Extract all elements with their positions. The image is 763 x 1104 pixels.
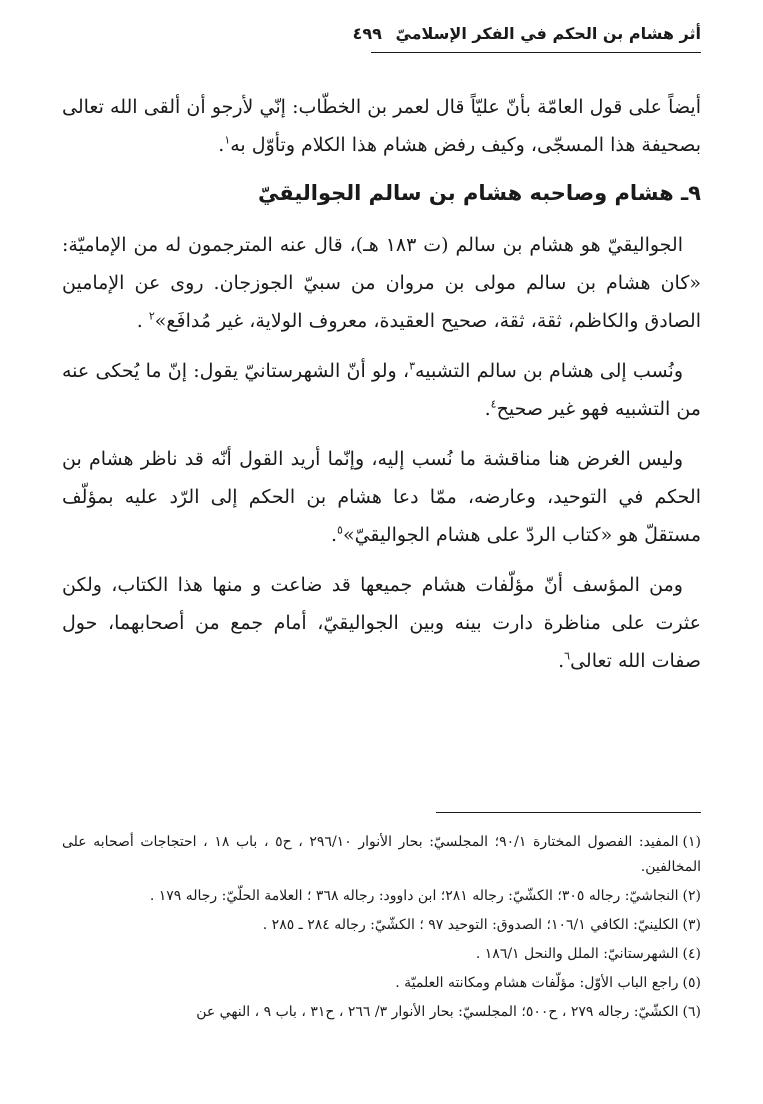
- footnote-number: (٢): [682, 888, 701, 904]
- header-title: أثر هشام بن الحكم في الفكر الإسلاميّ: [395, 24, 701, 43]
- footnote-ref-6: ٦: [564, 649, 571, 663]
- footnote-3: [62, 913, 701, 938]
- paragraph-3-text-b: ، ولو أنّ الشهرستانيّ يقول: إنّ ما يُحكى عنه من التشبيه فهو غير صحيح: [62, 360, 701, 420]
- header-rule: [371, 52, 701, 53]
- page-number: ٤٩٩: [352, 24, 382, 43]
- paragraph-4: وليس الغرض هنا مناقشة ما نُسب إليه، وإنّما أريد القول أنّه قد ناظر هشام بن الحكم في التوحيد، وعارضه، ممّا دعا هشام بن الحكم إلى الرّد عليه بمؤلّف مستقلّ هو «كتاب الردّ على هشام الجواليقيّ»$^٥$.: [62, 448, 701, 546]
- footnote-ref-1: ١: [224, 133, 231, 147]
- paragraph-2: الجواليقيّ هو هشام بن سالم (ت ١٨٣ هـ)، قال عنه المترجمون له من الإماميّة: «كان هشام بن سالم مولى بن مروان من سبيّ الجوزجان. روى عن الإمامين الصادق والكاظم، ثقة، ثقة، صحيح العقيدة، معروف الولاية، غير مُدافَع»$^٢$ .: [62, 234, 701, 332]
- footnote-text: الشهرستانيّ: الملل والنحل ١٨٦/١ .: [475, 946, 679, 962]
- footnote-text: الكشّيّ: رجاله ٢٧٩ ، ح٥٠٠؛ المجلسيّ: بحار الأنوار ٣/ ٢٦٦ ، ح٣١ ، باب ٩ ، النهي عن: [196, 1004, 679, 1020]
- paragraph-4-text: وليس الغرض هنا مناقشة ما نُسب إليه، وإنّما أريد القول أنّه قد ناظر هشام بن الحكم في التوحيد، وعارضه، ممّا دعا هشام بن الحكم إلى الرّد عليه بمؤلّف مستقلّ هو «كتاب الردّ على هشام الجواليقيّ»: [62, 448, 701, 546]
- paragraph-3: ونُسب إلى هشام بن سالم التشبيه$^٣$، ولو أنّ الشهرستانيّ يقول: إنّ ما يُحكى عنه من التشبيه فهو غير صحيح$^٤$.: [62, 359, 701, 420]
- footnote-text: راجع الباب الأوّل: مؤلّفات هشام ومكانته العلميّة .: [395, 975, 679, 991]
- footnote-number: (٤): [682, 946, 701, 962]
- footnote-number: (٥): [682, 975, 701, 991]
- footnote-6: [62, 1000, 701, 1025]
- paragraph-3-text-a: ونُسب إلى هشام بن سالم التشبيه: [415, 360, 683, 382]
- paragraph-2-text: الجواليقيّ هو هشام بن سالم (ت ١٨٣ هـ)، قال عنه المترجمون له من الإماميّة: «كان هشام بن سالم مولى بن مروان من سبيّ الجوزجان. روى عن الإمامين الصادق والكاظم، ثقة، ثقة، صحيح العقيدة، معروف الولاية، غير مُدافَع»: [62, 234, 701, 332]
- footnote-text: النجاشيّ: رجاله ٣٠٥؛ الكشّيّ: رجاله ٢٨١؛ ابن داوود: رجاله ٣٦٨ ؛ العلامة الحلّيّ: رجاله ١٧٩ .: [149, 888, 679, 904]
- body-text: [62, 88, 701, 692]
- footnote-text: الكلينيّ: الكافي ١٠٦/١؛ الصدوق: التوحيد ٩٧ ؛ الكشّيّ: رجاله ٢٨٤ ـ ٢٨٥ .: [262, 917, 679, 933]
- footnote-number: (٣): [682, 917, 701, 933]
- footnote-ref-5: ٥: [337, 523, 343, 537]
- paragraph-5: ومن المؤسف أنّ مؤلّفات هشام جميعها قد ضاعت و منها هذا الكتاب، ولكن عثرت على مناظرة دارت بينه وبين الجواليقيّ، أمام جمع من أصحابهما، حول صفات الله تعالى$^٦$.: [62, 574, 701, 672]
- footnote-text: المفيد: الفصول المختارة ٩٠/١؛ المجلسيّ: بحار الأنوار ٢٩٦/١٠ ، ح٥ ، باب ١٨ ، احتجاجات أصحابه على المخالفين.: [62, 834, 701, 875]
- footnote-1: [62, 830, 701, 880]
- footnote-ref-4: ٤: [490, 397, 497, 411]
- paragraph-1: أيضاً على قول العامّة بأنّ عليّاً قال لعمر بن الخطّاب: إنّي لأرجو أن ألقى الله تعالى بصحيفة هذا المسجّى، وكيف رفض هشام هذا الكلام وتأوّل به$^١$.: [62, 96, 701, 156]
- paragraph-1-text: أيضاً على قول العامّة بأنّ عليّاً قال لعمر بن الخطّاب: إنّي لأرجو أن ألقى الله تعالى بصحيفة هذا المسجّى، وكيف رفض هشام هذا الكلام وتأوّل به: [62, 96, 701, 156]
- running-header: [62, 24, 701, 43]
- footnote-5: [62, 971, 701, 996]
- footnote-4: [62, 942, 701, 967]
- paragraph-5-text: ومن المؤسف أنّ مؤلّفات هشام جميعها قد ضاعت و منها هذا الكتاب، ولكن عثرت على مناظرة دارت بينه وبين الجواليقيّ، أمام جمع من أصحابهما، حول صفات الله تعالى: [62, 574, 701, 672]
- footnote-ref-3: ٣: [409, 359, 416, 373]
- footnote-ref-2: ٢: [148, 309, 155, 323]
- section-heading: ٩ـ هشام وصاحبه هشام بن سالم الجواليقيّ: [257, 181, 701, 205]
- footnote-number: (٦): [682, 1004, 701, 1020]
- footnote-number: (١): [682, 834, 701, 850]
- footnotes: [62, 830, 701, 1029]
- footnote-2: [62, 884, 701, 909]
- footnote-rule: [436, 812, 701, 813]
